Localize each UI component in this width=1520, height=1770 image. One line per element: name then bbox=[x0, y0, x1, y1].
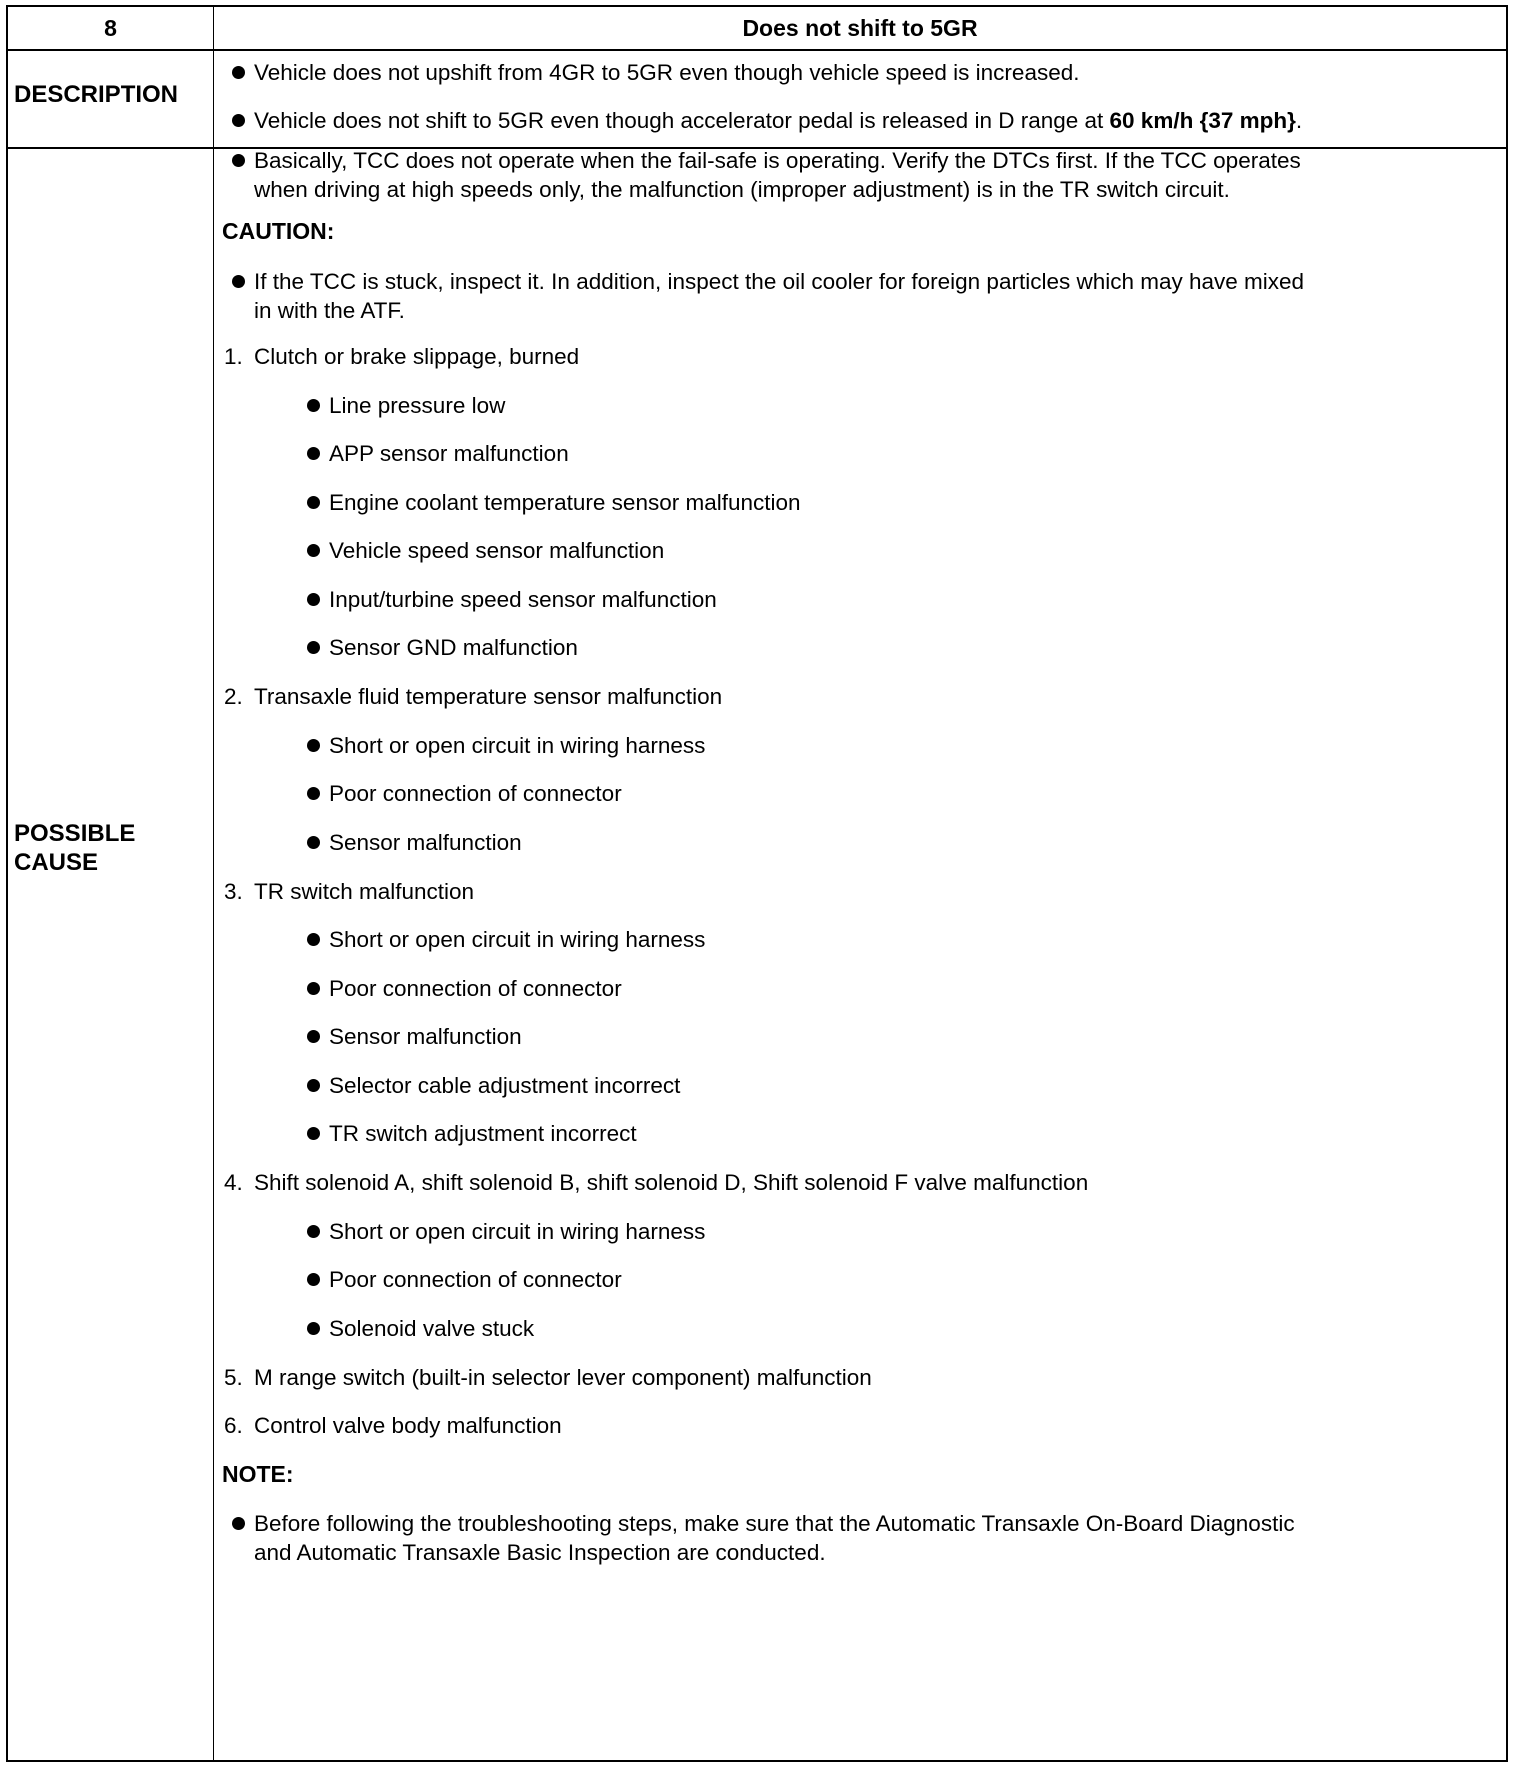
cause-3-sub-4: Selector cable adjustment incorrect bbox=[329, 1073, 681, 1098]
cause-3-sub-1: Short or open circuit in wiring harness bbox=[329, 927, 706, 952]
description-label: DESCRIPTION bbox=[14, 81, 179, 108]
description-item-2: Vehicle does not shift to 5GR even though accelerator pedal is released in D range at 60 km/h {37 mph}. bbox=[254, 106, 1484, 135]
description-content bbox=[214, 51, 1506, 147]
intro-note: Basically, TCC does not operate when the fail-safe is operating. Verify the DTCs first. If the TCC operates when driving at high speeds only, the malfunction (improper adjustment) is in the TR switch circuit. bbox=[254, 146, 1484, 204]
cause-2-sub-1: Short or open circuit in wiring harness bbox=[329, 733, 706, 758]
possible-cause-label: POSSIBLE CAUSE bbox=[14, 820, 136, 876]
description-row bbox=[8, 51, 1506, 149]
note-text: Before following the troubleshooting steps, make sure that the Automatic Transaxle On-Board Diagnostic and Automatic Transaxle Basic Inspection are conducted. bbox=[254, 1509, 1484, 1567]
description-item-1: Vehicle does not upshift from 4GR to 5GR even though vehicle speed is increased. bbox=[254, 58, 1484, 87]
caution-text: If the TCC is stuck, inspect it. In addition, inspect the oil cooler for foreign particles which may have mixed in with the ATF. bbox=[254, 267, 1484, 325]
cause-1-sub-5: Input/turbine speed sensor malfunction bbox=[329, 587, 717, 612]
note-heading: NOTE: bbox=[222, 1461, 294, 1487]
cause-1-sub-4: Vehicle speed sensor malfunction bbox=[329, 538, 665, 563]
cause-1-sub-3: Engine coolant temperature sensor malfunction bbox=[329, 490, 801, 515]
cause-3: 3. TR switch malfunction bbox=[224, 879, 475, 904]
possible-cause-content bbox=[214, 149, 1506, 1760]
caution-heading: CAUTION: bbox=[222, 218, 335, 244]
cause-3-sub-3: Sensor malfunction bbox=[329, 1024, 522, 1049]
cause-1-sub-1: Line pressure low bbox=[329, 393, 506, 418]
cause-4-sub-3: Solenoid valve stuck bbox=[329, 1316, 535, 1341]
cause-3-sub-2: Poor connection of connector bbox=[329, 976, 622, 1001]
cause-2-sub-3: Sensor malfunction bbox=[329, 830, 522, 855]
symptom-title: Does not shift to 5GR bbox=[742, 14, 978, 41]
cause-6: 6. Control valve body malfunction bbox=[224, 1413, 562, 1438]
cause-2: 2. Transaxle fluid temperature sensor malfunction bbox=[224, 684, 723, 709]
cause-4-sub-2: Poor connection of connector bbox=[329, 1267, 622, 1292]
speed-value: 60 km/h {37 mph} bbox=[1109, 108, 1296, 133]
cause-5: 5. M range switch (built-in selector lever component) malfunction bbox=[224, 1365, 872, 1390]
cause-4-sub-1: Short or open circuit in wiring harness bbox=[329, 1219, 706, 1244]
description-label-cell bbox=[8, 51, 214, 147]
cause-1-sub-6: Sensor GND malfunction bbox=[329, 635, 578, 660]
cause-1: 1. Clutch or brake slippage, burned bbox=[224, 344, 580, 369]
item-number: 8 bbox=[8, 7, 214, 49]
cause-2-sub-2: Poor connection of connector bbox=[329, 781, 622, 806]
cause-3-sub-5: TR switch adjustment incorrect bbox=[329, 1121, 637, 1146]
troubleshooting-table bbox=[6, 5, 1508, 1762]
possible-cause-label-cell bbox=[8, 149, 214, 1760]
cause-4: 4. Shift solenoid A, shift solenoid B, shift solenoid D, Shift solenoid F valve malfunction bbox=[224, 1170, 1089, 1195]
cause-1-sub-2: APP sensor malfunction bbox=[329, 441, 569, 466]
table-header-row bbox=[8, 7, 1506, 51]
possible-cause-row bbox=[8, 149, 1506, 1760]
